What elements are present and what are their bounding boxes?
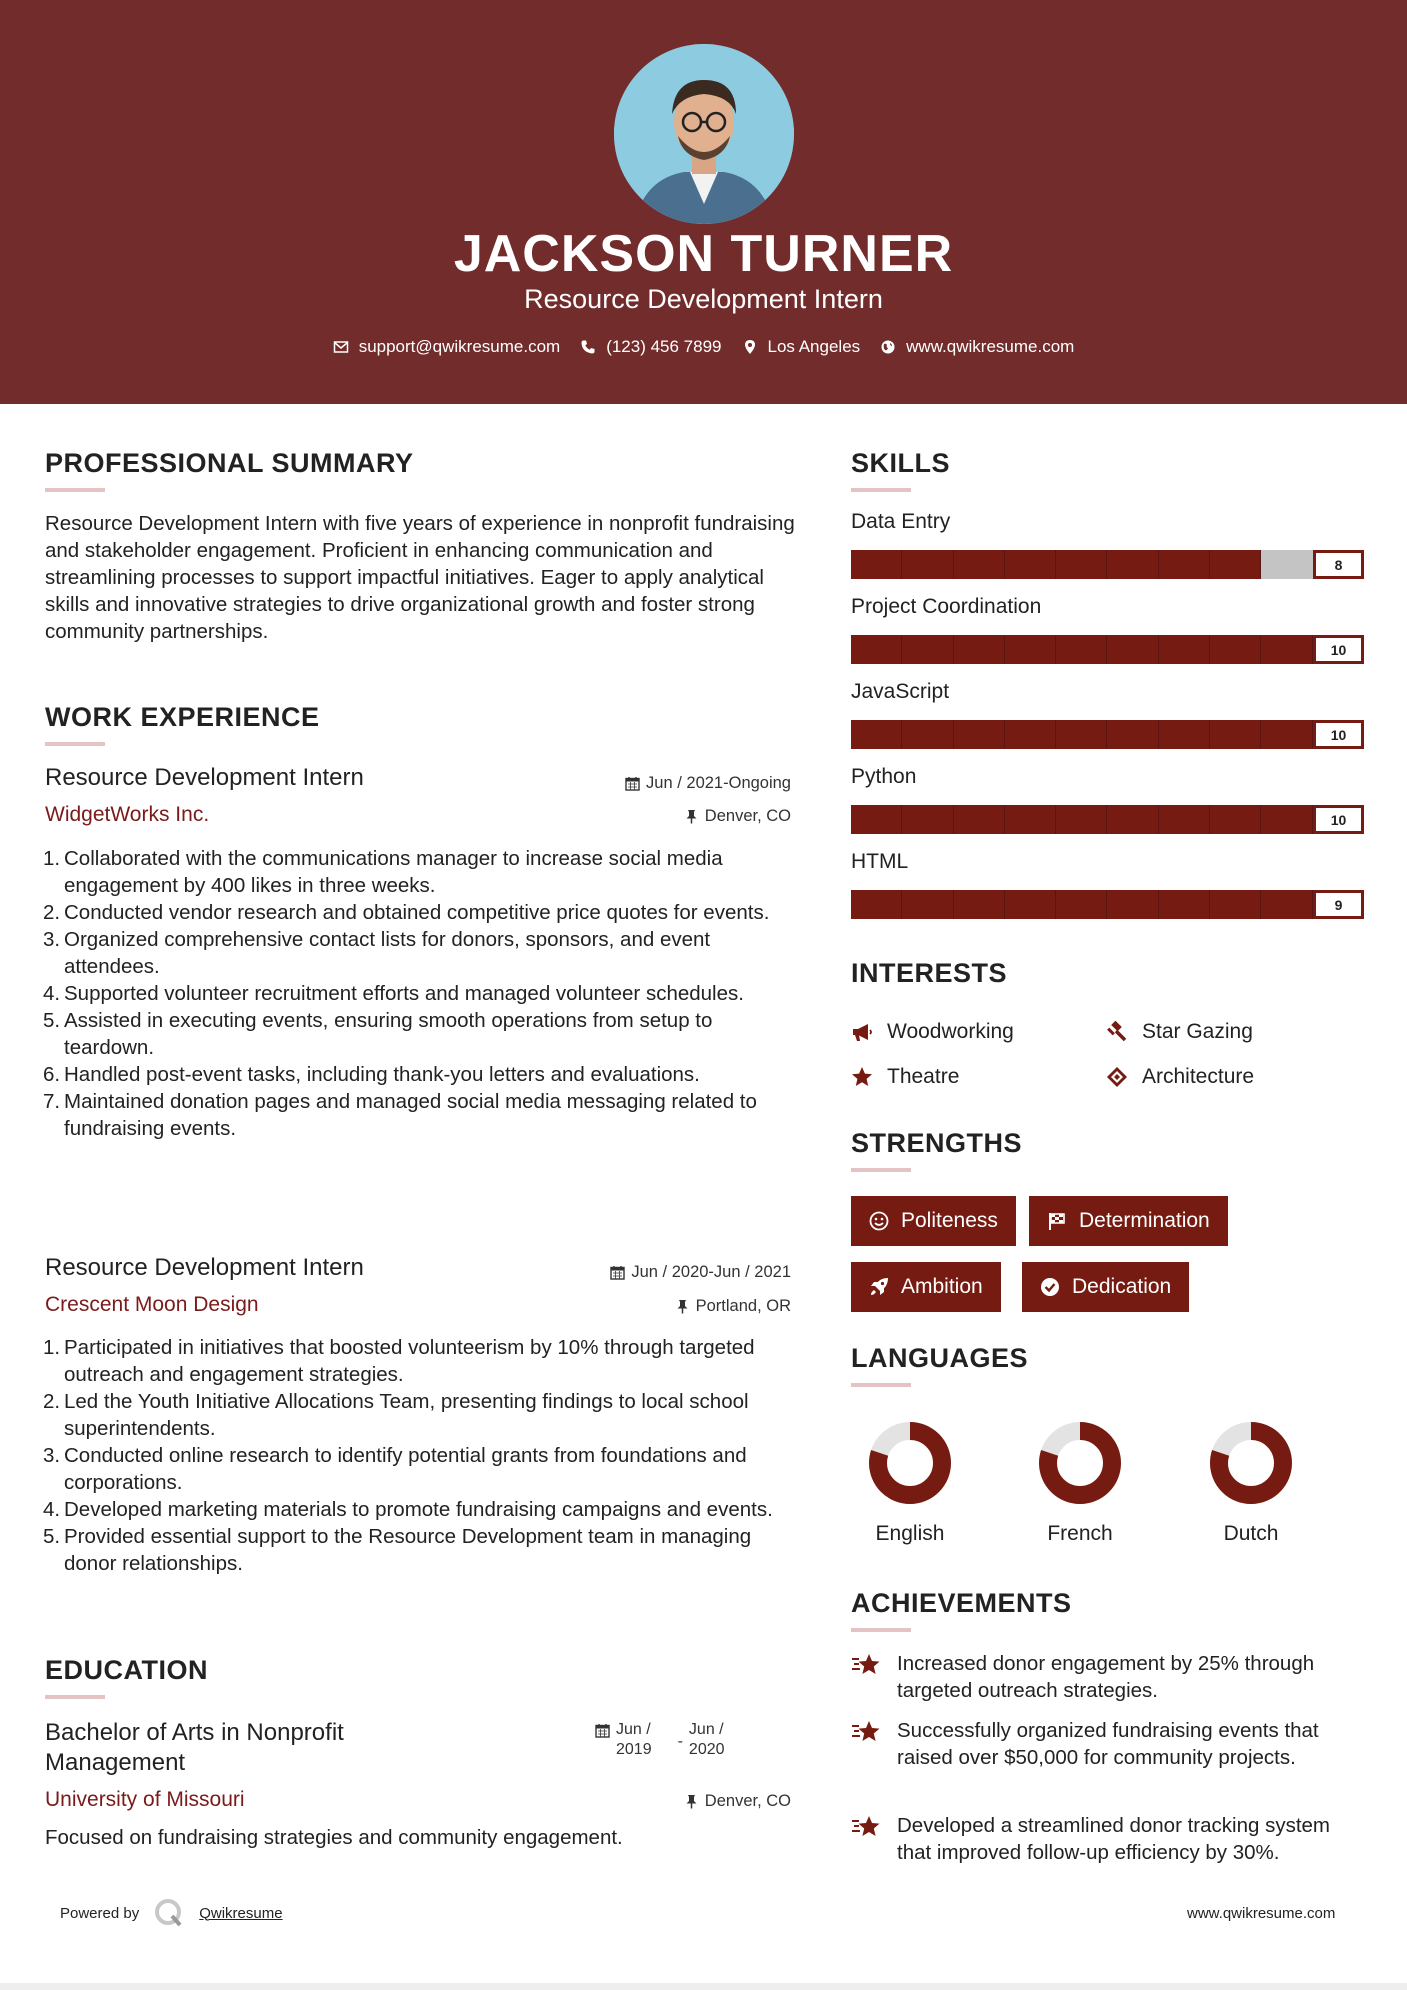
skill-meter-segment [1261, 720, 1312, 749]
summary-underline [45, 488, 105, 492]
job-dates [610, 1263, 791, 1282]
calendar-icon [625, 776, 640, 791]
skill-meter-segment [851, 635, 902, 664]
language-donut [1206, 1418, 1296, 1508]
summary-heading: PROFESSIONAL SUMMARY [45, 448, 414, 478]
skill-meter-segment [1056, 890, 1107, 919]
skill-meter-segment [1210, 550, 1261, 579]
strength-label: Determination [1079, 1209, 1210, 1232]
skill-name: HTML [851, 850, 909, 873]
list-item: Handled post-event tasks, including thank-you letters and evaluations. [64, 1063, 700, 1086]
languages-underline [851, 1383, 911, 1387]
degree-line: Bachelor of Arts in Nonprofit [45, 1719, 344, 1746]
education-description: Focused on fundraising strategies and community engagement. [45, 1826, 623, 1849]
skill-meter-segment [1159, 720, 1210, 749]
achievement-text: Successfully organized fundraising events that raised over $50,000 for community projects. [897, 1719, 1319, 1769]
date-separator: - [677, 1733, 683, 1750]
list-item: Provided essential support to the Resource Development team in managing donor relationships. [64, 1525, 752, 1575]
job-location-text: Denver, CO [704, 807, 791, 825]
contact-website[interactable] [880, 337, 1074, 357]
language-label: French [1047, 1522, 1113, 1545]
skill-meter-segment [954, 890, 1005, 919]
footer-website[interactable]: www.qwikresume.com [1187, 1905, 1336, 1922]
job-title: Resource Development Intern [45, 1254, 364, 1281]
date-year: 2020 [688, 1741, 725, 1758]
list-item: Maintained donation pages and managed social media messaging related to fundraising events. [64, 1090, 757, 1140]
skill-meter-segment [1107, 805, 1158, 834]
skill-meter-segment [1261, 805, 1312, 834]
job-location [684, 807, 791, 826]
skill-meter-segment [851, 720, 902, 749]
skills-underline [851, 488, 911, 492]
skill-meter-segment [851, 550, 902, 579]
start-date [616, 1720, 652, 1760]
list-item: Conducted vendor research and obtained competitive price quotes for events. [64, 901, 770, 924]
skill-meter-segment [1159, 890, 1210, 919]
skill-meter-segment [1107, 550, 1158, 579]
contact-location [742, 337, 861, 357]
skill-meter-segment [1210, 805, 1261, 834]
education-location-text: Denver, CO [704, 1792, 791, 1810]
skill-meter [851, 890, 1364, 919]
star-award-icon [851, 1719, 883, 1747]
website-text: www.qwikresume.com [906, 337, 1075, 356]
skill-meter-segment [902, 720, 953, 749]
education-underline [45, 1695, 105, 1699]
skill-meter-segment [1159, 805, 1210, 834]
pushpin-icon [675, 1299, 690, 1314]
strength-badge [1029, 1196, 1228, 1246]
pushpin-icon [684, 1794, 699, 1809]
skill-name: Python [851, 765, 917, 788]
list-item: Developed marketing materials to promote fundraising campaigns and events. [64, 1498, 773, 1521]
skill-meter-segment [1005, 550, 1056, 579]
experience-underline [45, 742, 105, 746]
skill-meter-segment [1261, 550, 1312, 579]
job-location [675, 1297, 791, 1316]
job-dates [625, 774, 791, 793]
strength-label: Politeness [901, 1209, 998, 1232]
skill-name: Project Coordination [851, 595, 1042, 618]
interest-item [851, 1020, 1014, 1044]
skill-meter-segment [1056, 635, 1107, 664]
skill-meter-segment [1159, 635, 1210, 664]
job-bullet-list [45, 1334, 805, 1577]
powered-by [60, 1897, 283, 1929]
skill-meter [851, 805, 1364, 834]
skill-meter [851, 550, 1364, 579]
language-item [1025, 1418, 1135, 1546]
experience-heading: WORK EXPERIENCE [45, 702, 320, 732]
skill-meter-segment [1107, 890, 1158, 919]
job-company: WidgetWorks Inc. [45, 803, 210, 826]
star-icon [851, 1066, 873, 1088]
language-label: Dutch [1223, 1522, 1279, 1545]
degree-title [45, 1718, 344, 1778]
skills-heading: SKILLS [851, 448, 951, 478]
interest-label: Star Gazing [1142, 1020, 1253, 1043]
phone-icon [580, 339, 596, 355]
job-dates-text: Jun / 2021-Ongoing [646, 774, 791, 792]
list-item: Collaborated with the communications manager to increase social media engagement by 400 likes in three weeks. [64, 847, 723, 897]
date-year: 2019 [616, 1741, 652, 1758]
globe-icon [880, 339, 896, 355]
calendar-icon [610, 1265, 625, 1280]
date-month: Jun / [688, 1721, 724, 1738]
language-donut [865, 1418, 955, 1508]
strength-badge [851, 1196, 1016, 1246]
skill-meter-segment [902, 805, 953, 834]
job-location-text: Portland, OR [695, 1297, 791, 1315]
language-donut [1035, 1418, 1125, 1508]
education-heading: EDUCATION [45, 1655, 208, 1685]
strength-badge [851, 1262, 1001, 1312]
skill-meter [851, 635, 1364, 664]
skill-meter-segment [902, 635, 953, 664]
skill-name: Data Entry [851, 510, 951, 533]
job-dates-text: Jun / 2020-Jun / 2021 [631, 1263, 791, 1281]
email-text: support@qwikresume.com [358, 337, 561, 356]
language-label: English [875, 1522, 945, 1545]
page-bottom-strip [0, 1983, 1407, 1990]
skill-meter-segment [1210, 635, 1261, 664]
education-location [684, 1792, 791, 1811]
skill-meter-segment [1107, 635, 1158, 664]
language-item [855, 1418, 965, 1546]
pushpin-icon [684, 809, 699, 824]
achievement-text: Increased donor engagement by 25% through targeted outreach strategies. [897, 1652, 1315, 1702]
language-item [1196, 1418, 1306, 1546]
interest-label: Architecture [1142, 1065, 1255, 1088]
skill-meter [851, 720, 1364, 749]
powered-by-text: Powered by [60, 1904, 140, 1922]
star-award-icon [851, 1652, 883, 1680]
skill-name: JavaScript [851, 680, 950, 703]
rocket-icon [869, 1277, 889, 1297]
skill-meter-segment [1056, 720, 1107, 749]
list-item: Assisted in executing events, ensuring smooth operations from setup to teardown. [64, 1009, 713, 1059]
summary-text: Resource Development Intern with five years of experience in nonprofit fundraising and stakeholder engagement. Proficient in enhancing communication and streamlining processes to support impactful initiatives. Eager to apply analytical skills and innovative strategies to drive organizational growth and foster strong community partnerships. [45, 512, 795, 643]
skill-meter-segment [1005, 890, 1056, 919]
resume-header [0, 0, 1407, 404]
achievement-item [851, 1650, 1341, 1704]
strength-label: Dedication [1072, 1275, 1172, 1298]
achievement-item [851, 1717, 1341, 1771]
interest-item [1106, 1020, 1253, 1044]
strength-badge [1022, 1262, 1189, 1312]
achievements-heading: ACHIEVEMENTS [851, 1588, 1072, 1618]
skill-value: 10 [1313, 635, 1364, 664]
skill-value: 10 [1313, 720, 1364, 749]
interests-heading: INTERESTS [851, 958, 1008, 988]
interest-label: Woodworking [887, 1020, 1014, 1043]
map-pin-icon [742, 339, 758, 355]
list-item: Organized comprehensive contact lists for donors, sponsors, and event attendees. [64, 928, 711, 978]
skill-meter-segment [1261, 890, 1312, 919]
calendar-icon [595, 1723, 610, 1738]
interest-item [851, 1065, 959, 1089]
achievement-text: Developed a streamlined donor tracking system that improved follow-up efficiency by 30%. [897, 1814, 1330, 1864]
contact-bar [0, 337, 1407, 357]
skill-meter-segment [954, 550, 1005, 579]
skill-meter-segment [1159, 550, 1210, 579]
phone-text: (123) 456 7899 [606, 337, 722, 356]
list-item: Participated in initiatives that boosted volunteerism by 10% through targeted outreach and engagement strategies. [64, 1336, 755, 1386]
skill-meter-segment [1005, 805, 1056, 834]
skill-meter-segment [1005, 635, 1056, 664]
location-text: Los Angeles [767, 337, 861, 356]
school-name: University of Missouri [45, 1788, 245, 1811]
skill-meter-segment [954, 805, 1005, 834]
job-bullet-list [45, 845, 800, 1142]
contact-email[interactable] [333, 337, 561, 357]
skill-meter-segment [1107, 720, 1158, 749]
strengths-underline [851, 1168, 911, 1172]
skill-meter-segment [954, 635, 1005, 664]
skill-meter-segment [1056, 805, 1107, 834]
interest-label: Theatre [887, 1065, 960, 1088]
megaphone-icon [851, 1021, 873, 1043]
skill-meter-segment [851, 805, 902, 834]
skill-meter-segment [1005, 720, 1056, 749]
skill-meter-segment [1056, 550, 1107, 579]
skill-value: 10 [1313, 805, 1364, 834]
skill-meter-segment [1261, 635, 1312, 664]
achievement-item [851, 1812, 1341, 1866]
skill-meter-segment [851, 890, 902, 919]
candidate-title: Resource Development Intern [524, 284, 883, 314]
qwikresume-logo-icon [153, 1897, 185, 1929]
strengths-heading: STRENGTHS [851, 1128, 1023, 1158]
job-company: Crescent Moon Design [45, 1293, 259, 1316]
skill-meter-segment [902, 890, 953, 919]
list-item: Conducted online research to identify potential grants from foundations and corporations. [64, 1444, 747, 1494]
education-dates [595, 1720, 725, 1760]
contact-phone[interactable] [580, 337, 721, 357]
interest-item [1106, 1065, 1254, 1089]
gavel-icon [1106, 1021, 1128, 1043]
candidate-name: JACKSON TURNER [453, 225, 954, 283]
degree-line: Management [45, 1749, 186, 1776]
skill-meter-segment [954, 720, 1005, 749]
languages-heading: LANGUAGES [851, 1343, 1029, 1373]
achievements-underline [851, 1628, 911, 1632]
skill-value: 8 [1313, 550, 1364, 579]
profile-photo [614, 44, 794, 224]
list-item: Led the Youth Initiative Allocations Team, presenting findings to local school superintendents. [64, 1390, 749, 1440]
envelope-icon [333, 339, 349, 355]
skill-value: 9 [1313, 890, 1364, 919]
skill-meter-segment [1210, 720, 1261, 749]
flag-icon [1047, 1211, 1067, 1231]
date-month: Jun / [616, 1721, 651, 1738]
strength-label: Ambition [901, 1275, 983, 1298]
star-award-icon [851, 1814, 883, 1842]
ticket-icon [1106, 1066, 1128, 1088]
skill-meter-segment [1210, 890, 1261, 919]
job-title: Resource Development Intern [45, 764, 364, 791]
check-circle-icon [1040, 1277, 1060, 1297]
brand-link[interactable]: Qwikresume [199, 1904, 283, 1922]
smile-icon [869, 1211, 889, 1231]
end-date [689, 1720, 725, 1760]
list-item: Supported volunteer recruitment efforts and managed volunteer schedules. [64, 982, 744, 1005]
skill-meter-segment [902, 550, 953, 579]
